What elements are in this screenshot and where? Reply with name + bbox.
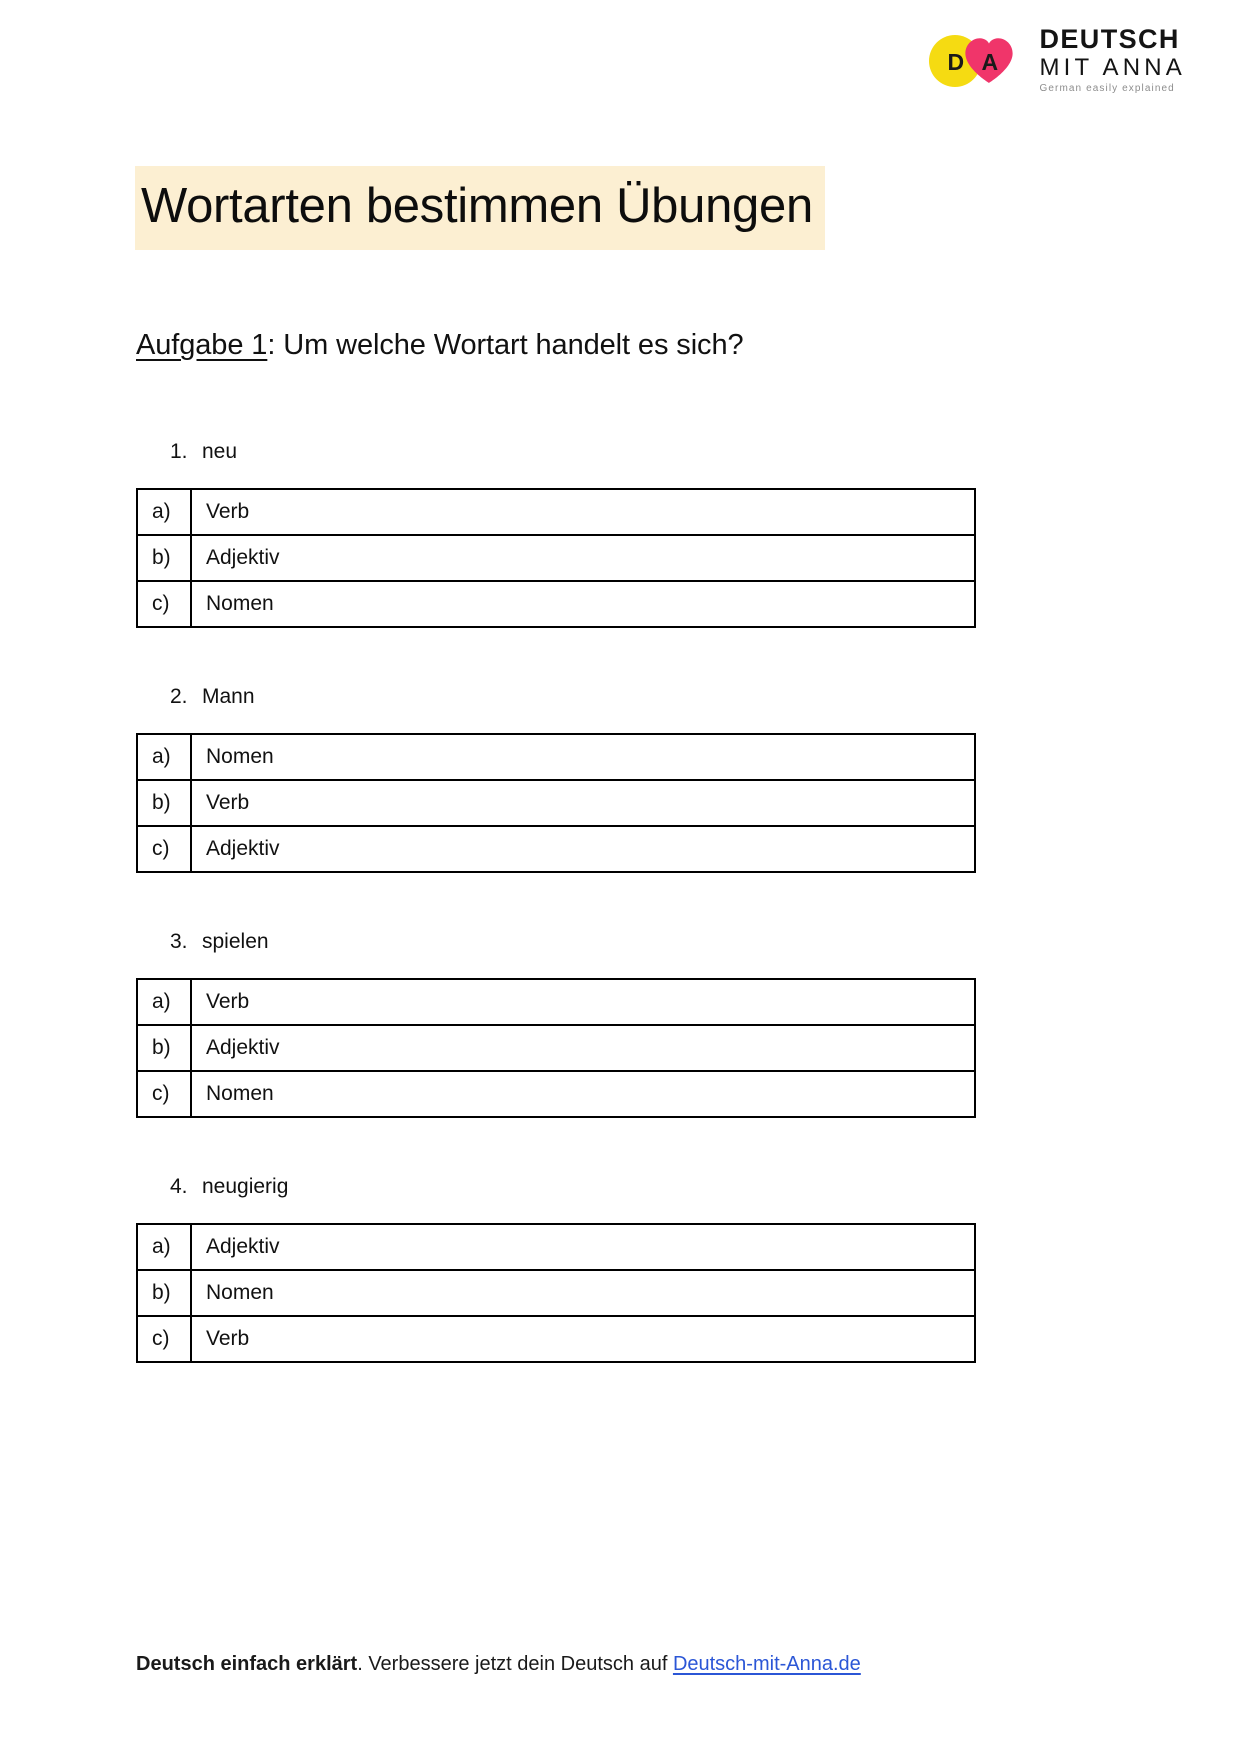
option-key: c) [137, 581, 191, 627]
question-block [136, 685, 976, 873]
option-value[interactable]: Nomen [191, 1270, 975, 1316]
options-table [136, 978, 976, 1118]
question-word: Mann [202, 685, 255, 708]
option-key: c) [137, 826, 191, 872]
page-title: Wortarten bestimmen Übungen [135, 166, 825, 250]
option-key: a) [137, 1224, 191, 1270]
question-number: 3. [170, 930, 188, 953]
footer [136, 1653, 861, 1676]
options-table [136, 1223, 976, 1363]
question-block [136, 440, 976, 628]
logo-mark [929, 29, 1025, 91]
logo-letter-a: A [981, 48, 999, 75]
options-table [136, 733, 976, 873]
option-key: b) [137, 1025, 191, 1071]
logo-title-line2: MIT ANNA [1039, 53, 1186, 81]
option-value[interactable]: Adjektiv [191, 826, 975, 872]
option-key: b) [137, 780, 191, 826]
table-row[interactable] [137, 1071, 975, 1117]
table-row[interactable] [137, 826, 975, 872]
logo-title-line1: DEUTSCH [1039, 24, 1180, 54]
option-value[interactable]: Adjektiv [191, 1224, 975, 1270]
footer-bold-text: Deutsch einfach erklärt [136, 1653, 358, 1675]
question-heading [170, 440, 976, 464]
question-word: spielen [202, 930, 269, 953]
option-value[interactable]: Verb [191, 489, 975, 535]
question-block [136, 930, 976, 1118]
question-heading [170, 1175, 976, 1199]
footer-website-link[interactable]: Deutsch-mit-Anna.de [672, 1653, 861, 1675]
table-row[interactable] [137, 489, 975, 535]
option-key: b) [137, 1270, 191, 1316]
option-value[interactable]: Adjektiv [191, 1025, 975, 1071]
table-row[interactable] [137, 780, 975, 826]
option-value[interactable]: Verb [191, 979, 975, 1025]
logo-wordmark [1039, 26, 1186, 94]
task-label: Aufgabe 1 [136, 329, 268, 361]
table-row[interactable] [137, 1316, 975, 1362]
table-row[interactable] [137, 1025, 975, 1071]
table-row[interactable] [137, 734, 975, 780]
table-row[interactable] [137, 535, 975, 581]
options-table [136, 488, 976, 628]
question-word: neugierig [202, 1175, 289, 1198]
option-value[interactable]: Nomen [191, 734, 975, 780]
option-value[interactable]: Verb [191, 1316, 975, 1362]
logo-letter-d: D [947, 48, 965, 75]
question-heading [170, 685, 976, 709]
option-key: a) [137, 979, 191, 1025]
option-value[interactable]: Verb [191, 780, 975, 826]
question-block [136, 1175, 976, 1363]
question-word: neu [202, 440, 238, 463]
brand-logo [929, 26, 1186, 94]
option-key: a) [137, 489, 191, 535]
task-question-text: : Um welche Wortart handelt es sich? [267, 329, 744, 361]
option-value[interactable]: Nomen [191, 1071, 975, 1117]
option-key: c) [137, 1071, 191, 1117]
task-instruction [136, 329, 744, 362]
question-heading [170, 930, 976, 954]
question-number: 1. [170, 440, 188, 463]
option-key: a) [137, 734, 191, 780]
option-value[interactable]: Nomen [191, 581, 975, 627]
footer-middle-text: . Verbessere jetzt dein Deutsch auf [357, 1653, 673, 1675]
table-row[interactable] [137, 1224, 975, 1270]
logo-tagline: German easily explained [1039, 82, 1175, 94]
table-row[interactable] [137, 1270, 975, 1316]
option-value[interactable]: Adjektiv [191, 535, 975, 581]
question-number: 4. [170, 1175, 188, 1198]
table-row[interactable] [137, 581, 975, 627]
question-number: 2. [170, 685, 188, 708]
option-key: b) [137, 535, 191, 581]
option-key: c) [137, 1316, 191, 1362]
table-row[interactable] [137, 979, 975, 1025]
questions-list [136, 440, 976, 1363]
